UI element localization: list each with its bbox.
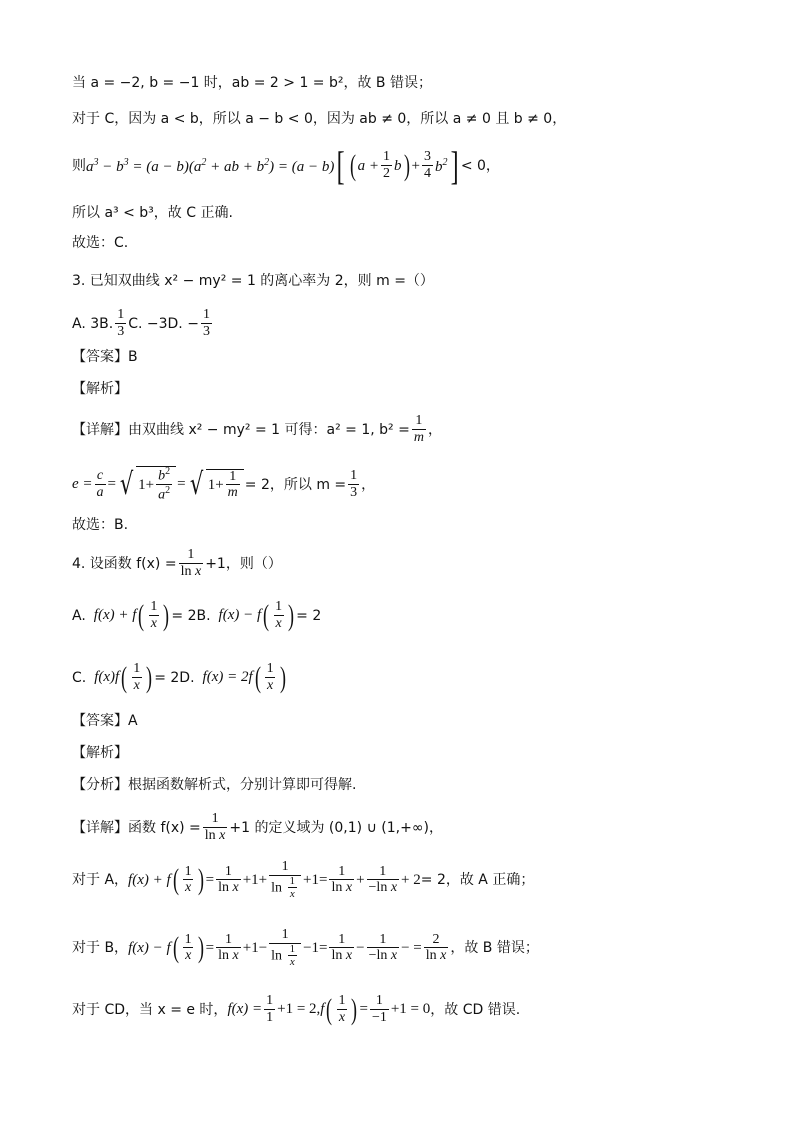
analysis-label: 【解析】 xyxy=(72,381,128,397)
math-equals-2: = xyxy=(177,476,186,493)
text-then: 则 xyxy=(72,158,86,174)
math-equals-1: = xyxy=(107,476,116,493)
question-4-analysis-label xyxy=(72,746,128,760)
text-q4-stem-suffix: +1，则（） xyxy=(205,555,282,572)
math-plus: + xyxy=(411,157,421,174)
analysis-label-q4: 【解析】 xyxy=(72,745,128,761)
math-f: f xyxy=(320,1001,325,1018)
paren-close: ) xyxy=(163,598,170,632)
question-4-options-cd xyxy=(72,662,288,693)
text-q4-detail-suffix: +1 的定义域为 (0,1) ∪ (1,+∞)， xyxy=(229,819,443,836)
text-q3-stem: 3. 已知双曲线 x² − my² = 1 的离心率为 2，则 m =（） xyxy=(72,273,434,289)
text-less-zero: < 0， xyxy=(460,158,500,174)
fraction-one-over-x-a: $\frac{1}{x}$ xyxy=(150,599,158,631)
question-4-detail xyxy=(72,812,443,843)
math-plus-one-equals: +1= xyxy=(303,871,328,888)
math-equals: = xyxy=(205,939,215,956)
sqrt-1-over-m: √ 1+ $\frac{1}{m}$ xyxy=(187,469,244,501)
text-case-b: 当 a = −2, b = −1 时，ab = 2 > 1 = b²，故 B 错误； xyxy=(72,75,432,91)
question-3-select xyxy=(72,518,128,532)
question-4-stem xyxy=(72,548,282,579)
text-case-c: 对于 C，因为 a < b，所以 a − b < 0，因为 ab ≠ 0，所以 a ≠ 0 且 b ≠ 0， xyxy=(72,111,567,127)
text-q4-option-c-label: C. xyxy=(72,669,87,686)
paren-close: ) xyxy=(279,660,286,694)
math-factor-left: $a^3 - b^3 = (a - b)(a^2$ + ab + $b^2) = (a - b)$ xyxy=(86,156,335,175)
fraction-one-over-lnx: $\frac{1}{\text{ln x}}$ xyxy=(331,863,353,896)
right-paren: ) xyxy=(403,149,410,182)
fraction-one-over-lnx-2: $\frac{1}{\text{ln x}}$ xyxy=(204,811,226,843)
question-4-answer xyxy=(72,714,138,728)
text-q4-stem-prefix: 4. 设函数 f(x) = xyxy=(72,555,177,572)
fraction-one-over-ln-reciprocal: 1 ln $\frac{1}{x}$ xyxy=(269,928,301,968)
question-4-for-b xyxy=(72,928,539,968)
paren-close: ) xyxy=(288,598,295,632)
question-3-answer xyxy=(72,350,138,364)
text-q4-detail-prefix: 函数 f(x) = xyxy=(128,819,201,836)
fraction-one-over-neg-lnx: $\frac{1}{\text{−ln x}}$ xyxy=(368,863,398,896)
fraction-one-over-x-c: $\frac{1}{x}$ xyxy=(133,661,141,693)
paren-close: ) xyxy=(146,660,153,694)
fenxi-label: 【分析】 xyxy=(72,777,128,793)
text-for-b-label: 对于 B， xyxy=(72,940,129,957)
paren-open: ( xyxy=(138,598,145,632)
math-equals: = xyxy=(359,1001,368,1018)
paren-close: ) xyxy=(351,992,358,1026)
question-4-for-cd xyxy=(72,994,520,1025)
math-fx-equals: f(x) = xyxy=(227,1001,263,1018)
sqrt-b2-a2: √ 1+ $\frac{b^2}{a^2}$ xyxy=(117,466,176,503)
fraction-one-over-x-d: $\frac{1}{x}$ xyxy=(266,661,274,693)
text-fenxi: 根据函数解析式，分别计算即可得解. xyxy=(128,777,357,793)
text-q3-option-c: C. −3D. − xyxy=(128,315,199,332)
text-q4-option-a-tail: = 2B. xyxy=(171,607,211,624)
line-case-c xyxy=(72,112,566,126)
text-q3-select: 故选：B. xyxy=(72,517,129,533)
text-q4-option-b-tail: = 2 xyxy=(296,607,322,624)
math-b: b xyxy=(394,157,402,174)
fraction-one-over-x: $\frac{1}{x}$ xyxy=(184,863,192,896)
line-select-c xyxy=(72,236,128,250)
math-e-equals: e = xyxy=(72,476,93,493)
fraction-m-value: $\frac{1}{3}$ xyxy=(350,468,358,500)
fraction-one-over-lnx: $\frac{1}{\text{ln x}}$ xyxy=(218,931,239,964)
question-3-analysis-label xyxy=(72,382,128,396)
fraction-one-over-lnx: $\frac{1}{\text{ln x}}$ xyxy=(331,931,353,964)
question-4-for-a xyxy=(72,860,534,900)
text-q4-option-a-label: A. xyxy=(72,607,86,624)
math-equals: = xyxy=(205,871,215,888)
left-bracket: [ xyxy=(337,143,346,188)
math-minus-one-equals: −1= xyxy=(303,939,328,956)
math-fx-times: f(x)f xyxy=(94,669,120,686)
paren-open: ( xyxy=(172,931,179,965)
fraction-one-third-neg: $\frac{1}{3}$ xyxy=(202,307,210,339)
fraction-one-over-x: $\frac{1}{x}$ xyxy=(184,931,192,964)
detail-label: 【详解】 xyxy=(72,421,128,438)
question-3-detail xyxy=(72,414,442,445)
math-fx-minus: f(x) − f xyxy=(218,607,262,624)
text-q3-option-a: A. 3B. xyxy=(72,315,114,332)
math-a-plus: a + xyxy=(357,157,380,174)
math-fx-minus-f: f(x) − f xyxy=(128,939,171,956)
fraction-c-over-a: $\frac{c}{a}$ xyxy=(96,468,104,500)
detail-label-q4: 【详解】 xyxy=(72,819,128,836)
math-plus-one-minus: +1− xyxy=(242,939,268,956)
text-for-a-tail: = 2，故 A 正确； xyxy=(420,872,535,889)
paren-close: ) xyxy=(197,863,204,897)
text-q3-e-suffix: = 2，所以 m = xyxy=(244,476,347,493)
fraction-one-over-m: $\frac{1}{m}$ xyxy=(413,413,424,445)
fraction-two-over-lnx: $\frac{2}{\text{ln x}}$ xyxy=(425,931,447,964)
line-factorization xyxy=(72,143,500,188)
paren-open: ( xyxy=(254,660,261,694)
answer-label-q4: 【答案】 xyxy=(72,713,128,729)
right-bracket: ] xyxy=(450,143,459,188)
text-for-cd-tail: ，故 CD 错误. xyxy=(430,1001,521,1018)
fraction-one-half: $\frac{1}{2}$ xyxy=(383,149,391,182)
fraction-three-quarters: $\frac{3}{4}$ xyxy=(424,149,432,182)
math-fx-plus: f(x) + f xyxy=(93,607,137,624)
question-4-options-ab xyxy=(72,600,321,631)
question-3-options xyxy=(72,308,214,339)
text-q4-option-c-tail: = 2D. xyxy=(154,669,195,686)
paren-close: ) xyxy=(197,931,204,965)
text-q3-answer: B xyxy=(128,349,138,365)
text-for-cd-label: 对于 CD，当 x = e 时， xyxy=(72,1001,228,1018)
math-plus-one-plus: +1+ xyxy=(242,871,268,888)
fraction-one-over-neg-one: $\frac{1}{-1}$ xyxy=(371,993,387,1025)
fraction-one-over-lnx: $\frac{1}{\text{ln x}}$ xyxy=(180,547,202,579)
line-conclusion-c xyxy=(72,206,233,220)
math-plus-two: + 2 xyxy=(401,871,421,888)
paren-open: ( xyxy=(121,660,128,694)
text-comma: ， xyxy=(427,421,442,438)
text-q3-detail: 由双曲线 x² − my² = 1 可得：a² = 1, b² = xyxy=(128,421,410,438)
question-4-fenxi xyxy=(72,778,356,792)
answer-label: 【答案】 xyxy=(72,349,128,365)
fraction-one-over-one: $\frac{1}{1}$ xyxy=(266,993,274,1025)
fraction-one-over-neg-lnx: $\frac{1}{\text{−ln x}}$ xyxy=(368,931,398,964)
left-paren: ( xyxy=(349,149,356,182)
math-plus: + xyxy=(356,871,365,888)
paren-open: ( xyxy=(172,863,179,897)
text-for-b-tail: ，故 B 错误； xyxy=(450,940,539,957)
math-b-squared: $b^2$ xyxy=(435,156,448,175)
line-case-b xyxy=(72,76,432,90)
text-conclusion-c: 所以 a³ < b³，故 C 正确. xyxy=(72,205,233,221)
math-minus-equals: − = xyxy=(401,939,422,956)
paren-open: ( xyxy=(326,992,333,1026)
text-comma-2: ， xyxy=(361,476,376,493)
math-minus: − xyxy=(356,939,365,956)
fraction-one-third: $\frac{1}{3}$ xyxy=(117,307,125,339)
question-3-stem xyxy=(72,274,434,288)
fraction-one-over-lnx: $\frac{1}{\text{ln x}}$ xyxy=(218,863,239,896)
paren-open: ( xyxy=(263,598,270,632)
question-3-eccentricity xyxy=(72,466,375,503)
text-for-a-label: 对于 A， xyxy=(72,872,129,889)
fraction-one-over-ln-reciprocal: 1 ln $\frac{1}{x}$ xyxy=(269,860,301,900)
math-fx-equals-2f: f(x) = 2f xyxy=(202,669,253,686)
text-select-c: 故选：C. xyxy=(72,235,129,251)
fraction-one-over-x: $\frac{1}{x}$ xyxy=(338,993,346,1025)
text-q4-answer: A xyxy=(128,713,138,729)
fraction-one-over-x-b: $\frac{1}{x}$ xyxy=(275,599,283,631)
math-plus-one-equals-two: +1 = 2, xyxy=(277,1001,321,1018)
math-plus-one-equals-zero: +1 = 0 xyxy=(390,1001,431,1018)
math-fx-plus-f: f(x) + f xyxy=(128,871,171,888)
